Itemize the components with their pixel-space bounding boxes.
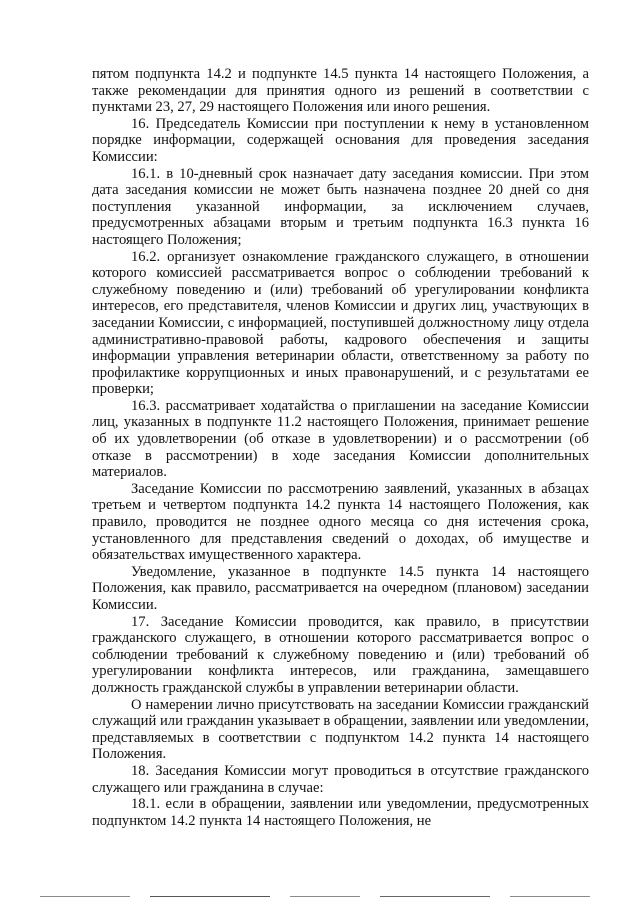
paragraph-item-16-2: 16.2. организует ознакомление гражданского служащего, в отношении которого комиссией рассматривается вопрос о соблюдении требований к служебному поведению и (или) требований об урегулировании конфликта интересов, его представителя, членов Комиссии и других лиц, участвующих в заседании Комиссии, с информацией, поступившей должностному лицу отдела административно-правовой работы, кадрового обеспечения и защиты информации управления ветеринарии области, ответственному за работу по профилактике коррупционных и иных правонарушений, и с результатами ее проверки;	[92, 248, 589, 398]
paragraph-item-16-3: 16.3. рассматривает ходатайства о приглашении на заседание Комиссии лиц, указанных в подпункте 11.2 настоящего Положения, принимает решение об их удовлетворении (об отказе в удовлетворении) и о рассмотрении (об отказе в рассмотрении) в ходе заседания Комиссии дополнительных материалов.	[92, 397, 589, 481]
paragraph-item-18: 18. Заседания Комиссии могут проводиться в отсутствие гражданского служащего или гражданина в случае:	[92, 762, 589, 796]
paragraph-intent-to-attend: О намерении лично присутствовать на заседании Комиссии гражданский служащий или гражданин указывает в обращении, заявлении или уведомлении, представляемых в соответствии с подпунктом 14.2 пункта 14 настоящего Положения.	[92, 696, 589, 763]
paragraph-item-16-1: 16.1. в 10-дневный срок назначает дату заседания комиссии. При этом дата заседания комиссии не может быть назначена позднее 20 дней со дня поступления указанной информации, за исключением случаев, предусмотренных абзацами вторым и третьим подпункта 16.3 пункта 16 настоящего Положения;	[92, 165, 589, 248]
scan-bottom-edge	[0, 893, 640, 905]
paragraph-notification: Уведомление, указанное в подпункте 14.5 пункта 14 настоящего Положения, как правило, рассматривается на очередном (плановом) заседании Комиссии.	[92, 563, 589, 613]
document-page	[92, 66, 589, 829]
paragraph-item-18-1: 18.1. если в обращении, заявлении или уведомлении, предусмотренных подпунктом 14.2 пункта 14 настоящего Положения, не	[92, 796, 589, 829]
paragraph-continuation: пятом подпункта 14.2 и подпункте 14.5 пункта 14 настоящего Положения, а также рекомендации для принятия одного из решений в соответствии с пунктами 23, 27, 29 настоящего Положения или иного решения.	[92, 66, 589, 116]
paragraph-item-16: 16. Председатель Комиссии при поступлении к нему в установленном порядке информации, содержащей основания для проведения заседания Комиссии:	[92, 115, 589, 165]
paragraph-item-17: 17. Заседание Комиссии проводится, как правило, в присутствии гражданского служащего, в отношении которого рассматривается вопрос о соблюдении требований к служебному поведению и (или) требований об урегулировании конфликта интересов, или гражданина, замещавшего должность гражданской службы в управлении ветеринарии области.	[92, 613, 589, 696]
paragraph-session-applications: Заседание Комиссии по рассмотрению заявлений, указанных в абзацах третьем и четвертом подпункта 14.2 пункта 14 настоящего Положения, как правило, проводится не позднее одного месяца со дня истечения срока, установленного для представления сведений о доходах, об имуществе и обязательствах имущественного характера.	[92, 480, 589, 564]
